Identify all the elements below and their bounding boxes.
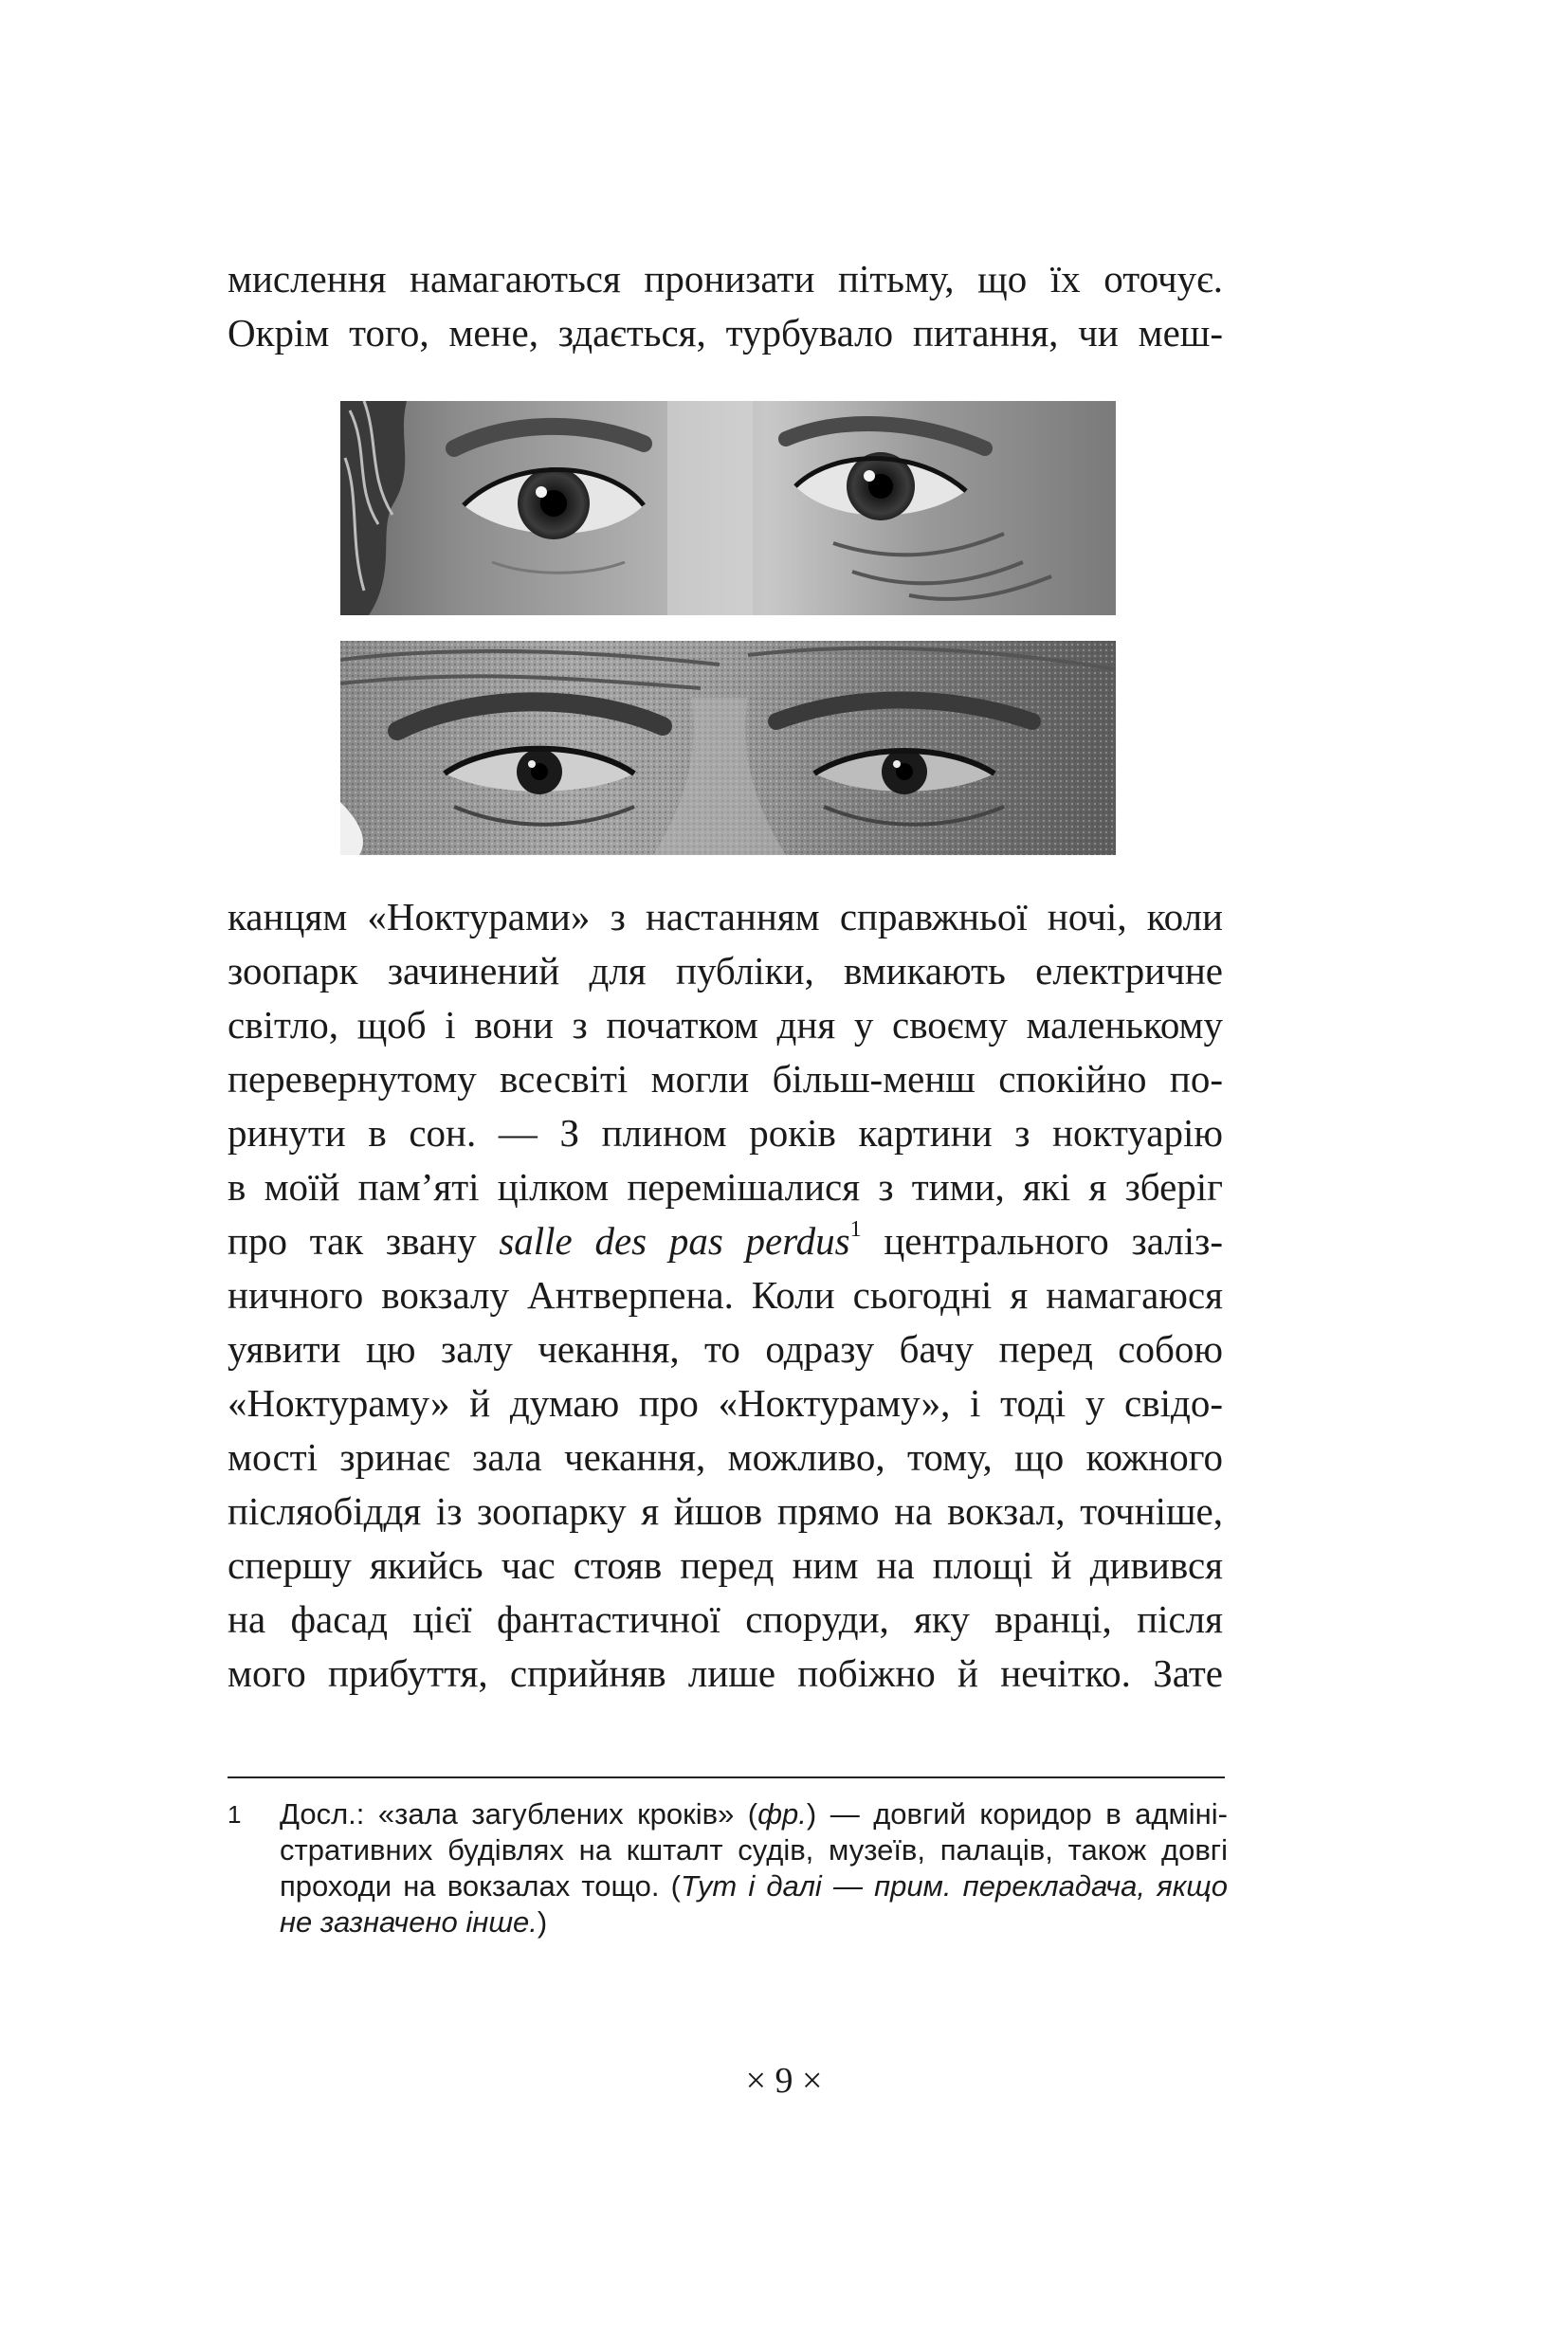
footnote-ref[interactable]: 1 <box>849 1217 862 1243</box>
footnote-line <box>280 1904 1228 1940</box>
text-segment: центрального заліз- <box>861 1219 1223 1263</box>
eyes-photo-top <box>340 401 1116 615</box>
footnote-line <box>280 1868 1228 1904</box>
paragraph-top <box>228 252 1223 360</box>
text-line: перевернутому всесвіті могли більш-менш спокійно по- <box>228 1057 1223 1101</box>
text-line <box>228 1214 1223 1268</box>
text-line: післяобіддя із зоопарку я йшов прямо на вокзал, точніше, <box>228 1489 1223 1533</box>
italic-term: фр. <box>757 1797 807 1831</box>
text-line: канцям «Ноктурами» з настанням справжньої ночі, коли <box>228 895 1223 938</box>
footnote-text <box>280 1796 1228 1940</box>
text-segment: Досл.: «зала загублених кроків» ( <box>280 1797 758 1831</box>
text-line: мості зринає зала чекання, можливо, тому, що кожного <box>228 1435 1223 1479</box>
text-line: мислення намагаються пронизати пітьму, що їх оточує. <box>228 257 1223 301</box>
text-segment: ) <box>537 1905 548 1939</box>
text-line: в моїй пам’яті цілком перемішалися з тими, які я зберіг <box>228 1165 1223 1209</box>
footnote-line: стративних будівлях на кшталт судів, музеїв, палаців, також довгі <box>280 1833 1228 1867</box>
text-line: «Ноктураму» й думаю про «Ноктураму», і тоді у свідо- <box>228 1381 1223 1425</box>
italic-term: salle des pas perdus <box>499 1219 850 1263</box>
footnote-divider <box>228 1776 1225 1778</box>
text-segment: проходи на вокзалах тощо. ( <box>280 1869 681 1903</box>
text-line: Окрім того, мене, здається, турбувало питання, чи меш- <box>228 311 1223 355</box>
text-line: на фасад цієї фантастичної споруди, яку вранці, після <box>228 1597 1223 1641</box>
footnote-line <box>280 1796 1228 1832</box>
text-line: спершу якийсь час стояв перед ним на площі й дивився <box>228 1543 1223 1587</box>
eyes-photo-bottom <box>340 641 1116 855</box>
page-number: × 9 × <box>745 2061 823 2101</box>
text-segment: про так звану <box>228 1219 500 1263</box>
footnote-number: 1 <box>228 1800 242 1829</box>
paragraph-main <box>228 890 1223 1701</box>
italic-term: не зазначено інше. <box>280 1905 538 1939</box>
text-line: уявити цю залу чекання, то одразу бачу перед собою <box>228 1327 1223 1371</box>
text-line: ничного вокзалу Антверпена. Коли сьогодні я намагаюся <box>228 1273 1223 1317</box>
italic-term: Тут і далі — прим. перекладача, якщо <box>681 1869 1229 1903</box>
text-line: мого прибуття, сприйняв лише побіжно й нечітко. Зате <box>228 1651 1223 1695</box>
text-line: ринути в сон. — З плином років картини з ноктуарію <box>228 1111 1223 1155</box>
text-line: світло, щоб і вони з початком дня у своєму маленькому <box>228 1003 1223 1047</box>
text-segment: ) — довгий коридор в адміні- <box>806 1797 1229 1831</box>
text-line: зоопарк зачинений для публіки, вмикають електричне <box>228 949 1223 993</box>
